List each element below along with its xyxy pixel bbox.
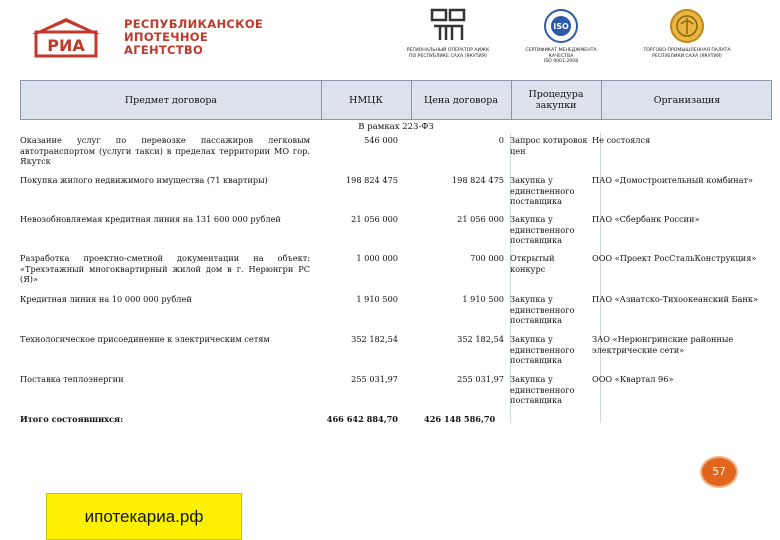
- cell-nmck: 352 182,54: [351, 334, 398, 344]
- partner-caption-2: ISO 9001:2008: [543, 59, 579, 65]
- partner-caption-1: СЕРТИФИКАТ МЕНЕДЖМЕНТА КАЧЕСТВА: [525, 48, 597, 59]
- iso-logo-icon: [543, 8, 579, 44]
- cell-organization: ПАО «Сбербанк России»: [592, 214, 700, 224]
- partner-caption-2: РЕСПУБЛИКИ САХА (ЯКУТИЯ): [652, 53, 722, 59]
- cell-procedure: Закупка у единственного поставщика: [510, 294, 575, 326]
- cell-organization: ПАО «Домостроительный комбинат»: [592, 175, 754, 185]
- cell-procedure: Закупка у единственного поставщика: [510, 214, 575, 246]
- cell-price: 1 910 500: [462, 294, 504, 304]
- col-subject: Предмет договора: [124, 94, 218, 106]
- cell-subject: Технологическое присоединение к электрическим сетям: [20, 334, 270, 344]
- partner-dom-rf: [398, 8, 498, 59]
- brand-line-1: РЕСПУБЛИКАНСКОЕ: [124, 17, 264, 31]
- contracts-table: [20, 80, 772, 433]
- cell-organization: Не состоялся: [592, 135, 651, 145]
- section-title: В рамках 223-ФЗ: [358, 122, 434, 132]
- cell-price: 700 000: [470, 253, 504, 263]
- table-header: [20, 80, 772, 120]
- col-organization: Организация: [653, 94, 721, 106]
- partner-caption-1: РЕГИОНАЛЬНЫЙ ОПЕРАТОР АИЖК: [406, 48, 490, 53]
- cell-subject: Поставка теплоэнергии: [20, 374, 124, 384]
- col-nmck: НМЦК: [349, 94, 383, 106]
- table-body: [20, 133, 772, 433]
- col-procedure: Процедура закупки: [528, 89, 584, 111]
- header-divider: [601, 81, 602, 119]
- cell-nmck: 546 000: [364, 135, 398, 145]
- cell-price: 255 031,97: [457, 374, 504, 384]
- partner-caption-1: ТОРГОВО-ПРОМЫШЛЕННАЯ ПАЛАТА: [643, 48, 731, 53]
- brand-line-2: ИПОТЕЧНОЕ: [124, 30, 208, 44]
- cell-subject: Оказание услуг по перевозке пассажиров легковым автотранспортом (услуги такси) в пределах территории МО гор. Якутск: [20, 135, 310, 167]
- cell-subject: Разработка проектно-сметной документации на объект: «Трехэтажный многоквартирный жилой дом в г. Нерюнгри РС (Я)»: [20, 253, 310, 285]
- cell-nmck: 21 056 000: [351, 214, 398, 224]
- agency-logo: [28, 14, 268, 58]
- cell-procedure: Закупка у единственного поставщика: [510, 334, 575, 366]
- cell-nmck: 198 824 475: [345, 175, 398, 185]
- partner-caption-2: ПО РЕСПУБЛИКЕ САХА (ЯКУТИЯ): [409, 53, 487, 59]
- cell-procedure: Открытый конкурс: [510, 253, 555, 274]
- cell-nmck: 1 910 500: [356, 294, 398, 304]
- cell-organization: ПАО «Азиатско-Тихоокеанский Банк»: [592, 294, 758, 304]
- tpp-logo-icon: [669, 8, 705, 44]
- cell-nmck: 255 031,97: [351, 374, 398, 384]
- cell-price: 198 824 475: [451, 175, 504, 185]
- cell-price: 352 182,54: [457, 334, 504, 344]
- cell-subject: Кредитная линия на 10 000 000 рублей: [20, 294, 192, 304]
- header-divider: [321, 81, 322, 119]
- cell-procedure: Закупка у единственного поставщика: [510, 175, 575, 207]
- cell-procedure: Запрос котировок цен: [510, 135, 588, 156]
- agency-title: [124, 18, 263, 57]
- total-nmck: 466 642 884,70: [326, 414, 398, 424]
- svg-text:РИА: РИА: [47, 36, 85, 55]
- cell-organization: ООО «Квартал 96»: [592, 374, 674, 384]
- brand-line-3: АГЕНТСТВО: [124, 43, 204, 57]
- cell-price: 21 056 000: [457, 214, 504, 224]
- partner-tpp: [634, 8, 740, 59]
- cell-organization: ООО «Проект РосСтальКонструкция»: [592, 253, 757, 263]
- cell-subject: Невозобновляемая кредитная линия на 131 600 000 рублей: [20, 214, 281, 224]
- svg-text:ISO: ISO: [553, 22, 569, 31]
- cell-organization: ЗАО «Нерюнгринские районные электрические сети»: [592, 334, 734, 355]
- house-logo-icon: [28, 14, 104, 58]
- cell-nmck: 1 000 000: [356, 253, 398, 263]
- cell-price: 0: [498, 135, 504, 145]
- col-price: Цена договора: [423, 94, 498, 106]
- header-divider: [411, 81, 412, 119]
- cell-subject: Покупка жилого недвижимого имущества (71 квартиры): [20, 175, 268, 185]
- partner-iso: [518, 8, 604, 65]
- total-price: 426 148 586,70: [424, 414, 496, 424]
- cell-procedure: Закупка у единственного поставщика: [510, 374, 575, 406]
- site-banner[interactable]: ипотекариа.рф: [46, 493, 242, 540]
- page-number-badge: 57: [700, 456, 738, 488]
- header-divider: [511, 81, 512, 119]
- dom-rf-logo-icon: [430, 8, 466, 44]
- total-label: Итого состоявшихся:: [20, 414, 124, 424]
